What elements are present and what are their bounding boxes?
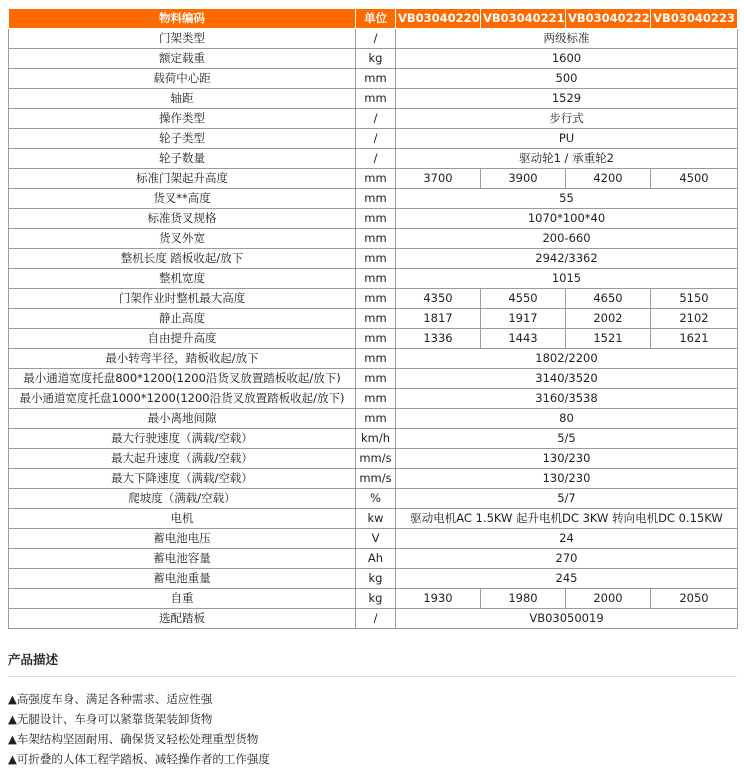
row-label: 轮子数量 <box>9 149 356 169</box>
description-item: ▲可折叠的人体工程学踏板、减轻操作者的工作强度 <box>8 752 270 766</box>
row-unit: mm <box>356 229 396 249</box>
header-unit: 单位 <box>356 9 396 29</box>
table-row <box>9 529 738 549</box>
table-row <box>9 449 738 469</box>
spec-table <box>8 8 738 629</box>
table-row <box>9 69 738 89</box>
row-unit: mm <box>356 289 396 309</box>
row-value: 2942/3362 <box>396 249 738 269</box>
row-label: 货叉外宽 <box>9 229 356 249</box>
table-row <box>9 89 738 109</box>
row-value: PU <box>396 129 738 149</box>
row-value: 两级标准 <box>396 29 738 49</box>
spec-table-body <box>9 29 738 629</box>
row-value: 4650 <box>566 289 651 309</box>
row-value: 1529 <box>396 89 738 109</box>
row-label: 载荷中心距 <box>9 69 356 89</box>
row-unit: mm <box>356 409 396 429</box>
row-unit: km/h <box>356 429 396 449</box>
header-model-1: VB03040220 <box>396 9 481 29</box>
row-unit: kg <box>356 49 396 69</box>
table-row <box>9 149 738 169</box>
row-value: 5/5 <box>396 429 738 449</box>
row-value: VB03050019 <box>396 609 738 629</box>
row-value: 步行式 <box>396 109 738 129</box>
row-label: 货叉**高度 <box>9 189 356 209</box>
row-value: 4500 <box>651 169 738 189</box>
row-unit: / <box>356 149 396 169</box>
row-value: 5150 <box>651 289 738 309</box>
row-value: 3140/3520 <box>396 369 738 389</box>
row-label: 轮子类型 <box>9 129 356 149</box>
row-label: 蓄电池重量 <box>9 569 356 589</box>
row-label: 门架作业时整机最大高度 <box>9 289 356 309</box>
row-unit: / <box>356 129 396 149</box>
row-value: 4550 <box>481 289 566 309</box>
row-label: 门架类型 <box>9 29 356 49</box>
row-label: 操作类型 <box>9 109 356 129</box>
row-unit: V <box>356 529 396 549</box>
row-value: 2050 <box>651 589 738 609</box>
row-value: 1600 <box>396 49 738 69</box>
table-row <box>9 329 738 349</box>
row-value: 1015 <box>396 269 738 289</box>
row-value: 1521 <box>566 329 651 349</box>
row-value: 1621 <box>651 329 738 349</box>
row-value: 130/230 <box>396 449 738 469</box>
row-value: 1070*100*40 <box>396 209 738 229</box>
row-label: 整机宽度 <box>9 269 356 289</box>
row-value: 500 <box>396 69 738 89</box>
table-row <box>9 309 738 329</box>
row-value: 2002 <box>566 309 651 329</box>
row-label: 最小通道宽度托盘1000*1200(1200沿货叉放置踏板收起/放下) <box>9 389 356 409</box>
row-value: 1336 <box>396 329 481 349</box>
table-row <box>9 289 738 309</box>
table-row <box>9 49 738 69</box>
row-unit: mm <box>356 249 396 269</box>
row-unit: mm <box>356 269 396 289</box>
row-label: 蓄电池电压 <box>9 529 356 549</box>
row-unit: mm <box>356 329 396 349</box>
row-unit: mm/s <box>356 449 396 469</box>
row-value: 270 <box>396 549 738 569</box>
row-label: 最大下降速度（满载/空载） <box>9 469 356 489</box>
row-unit: % <box>356 489 396 509</box>
row-value: 80 <box>396 409 738 429</box>
row-label: 最小通道宽度托盘800*1200(1200沿货叉放置踏板收起/放下) <box>9 369 356 389</box>
table-row <box>9 349 738 369</box>
table-row <box>9 29 738 49</box>
row-unit: / <box>356 29 396 49</box>
row-label: 标准门架起升高度 <box>9 169 356 189</box>
row-value: 驱动电机AC 1.5KW 起升电机DC 3KW 转向电机DC 0.15KW <box>396 509 738 529</box>
row-unit: mm <box>356 169 396 189</box>
table-header-row <box>9 9 738 29</box>
row-label: 静止高度 <box>9 309 356 329</box>
row-value: 245 <box>396 569 738 589</box>
row-unit: kg <box>356 589 396 609</box>
row-value: 1443 <box>481 329 566 349</box>
row-unit: / <box>356 609 396 629</box>
description-divider <box>8 676 737 677</box>
row-label: 自由提升高度 <box>9 329 356 349</box>
row-unit: kg <box>356 569 396 589</box>
table-row <box>9 489 738 509</box>
table-row <box>9 369 738 389</box>
row-unit: mm <box>356 189 396 209</box>
table-row <box>9 569 738 589</box>
row-unit: mm/s <box>356 469 396 489</box>
row-value: 5/7 <box>396 489 738 509</box>
description-item: ▲无腿设计、车身可以紧靠货架装卸货物 <box>8 712 213 726</box>
header-model-3: VB03040222 <box>566 9 651 29</box>
row-label: 蓄电池容量 <box>9 549 356 569</box>
row-unit: mm <box>356 389 396 409</box>
header-model-2: VB03040221 <box>481 9 566 29</box>
description-title: 产品描述 <box>8 652 59 667</box>
row-value: 3160/3538 <box>396 389 738 409</box>
row-label: 最大起升速度（满载/空载） <box>9 449 356 469</box>
row-label: 整机长度 踏板收起/放下 <box>9 249 356 269</box>
row-value: 24 <box>396 529 738 549</box>
table-row <box>9 209 738 229</box>
row-label: 额定载重 <box>9 49 356 69</box>
row-unit: mm <box>356 209 396 229</box>
row-unit: mm <box>356 69 396 89</box>
table-row <box>9 429 738 449</box>
row-label: 最小转弯半径，踏板收起/放下 <box>9 349 356 369</box>
row-value: 3700 <box>396 169 481 189</box>
table-row <box>9 269 738 289</box>
row-value: 1802/2200 <box>396 349 738 369</box>
row-value: 55 <box>396 189 738 209</box>
header-material-code: 物料编码 <box>9 9 356 29</box>
row-label: 标准货叉规格 <box>9 209 356 229</box>
table-row <box>9 509 738 529</box>
table-row <box>9 109 738 129</box>
row-value: 1817 <box>396 309 481 329</box>
row-unit: mm <box>356 369 396 389</box>
row-unit: mm <box>356 349 396 369</box>
row-unit: kw <box>356 509 396 529</box>
row-label: 最大行驶速度（满载/空载） <box>9 429 356 449</box>
row-value: 3900 <box>481 169 566 189</box>
row-label: 爬坡度（满载/空载） <box>9 489 356 509</box>
row-value: 1930 <box>396 589 481 609</box>
row-value: 2102 <box>651 309 738 329</box>
row-value: 200-660 <box>396 229 738 249</box>
description-list <box>8 689 737 769</box>
row-value: 驱动轮1 / 承重轮2 <box>396 149 738 169</box>
table-row <box>9 409 738 429</box>
row-label: 自重 <box>9 589 356 609</box>
table-row <box>9 589 738 609</box>
row-unit: / <box>356 109 396 129</box>
table-row <box>9 189 738 209</box>
row-value: 130/230 <box>396 469 738 489</box>
row-unit: Ah <box>356 549 396 569</box>
table-row <box>9 469 738 489</box>
table-row <box>9 389 738 409</box>
row-label: 电机 <box>9 509 356 529</box>
row-value: 4200 <box>566 169 651 189</box>
table-row <box>9 169 738 189</box>
row-label: 选配踏板 <box>9 609 356 629</box>
product-description <box>8 650 737 769</box>
table-row <box>9 229 738 249</box>
table-row <box>9 249 738 269</box>
row-value: 1917 <box>481 309 566 329</box>
description-item: ▲车架结构坚固耐用、确保货叉轻松处理重型货物 <box>8 732 259 746</box>
row-value: 4350 <box>396 289 481 309</box>
description-item: ▲高强度车身、满足各种需求、适应性强 <box>8 692 213 706</box>
table-row <box>9 609 738 629</box>
table-row <box>9 129 738 149</box>
row-label: 最小离地间隙 <box>9 409 356 429</box>
table-row <box>9 549 738 569</box>
row-unit: mm <box>356 309 396 329</box>
row-unit: mm <box>356 89 396 109</box>
row-value: 2000 <box>566 589 651 609</box>
row-value: 1980 <box>481 589 566 609</box>
row-label: 轴距 <box>9 89 356 109</box>
header-model-4: VB03040223 <box>651 9 738 29</box>
